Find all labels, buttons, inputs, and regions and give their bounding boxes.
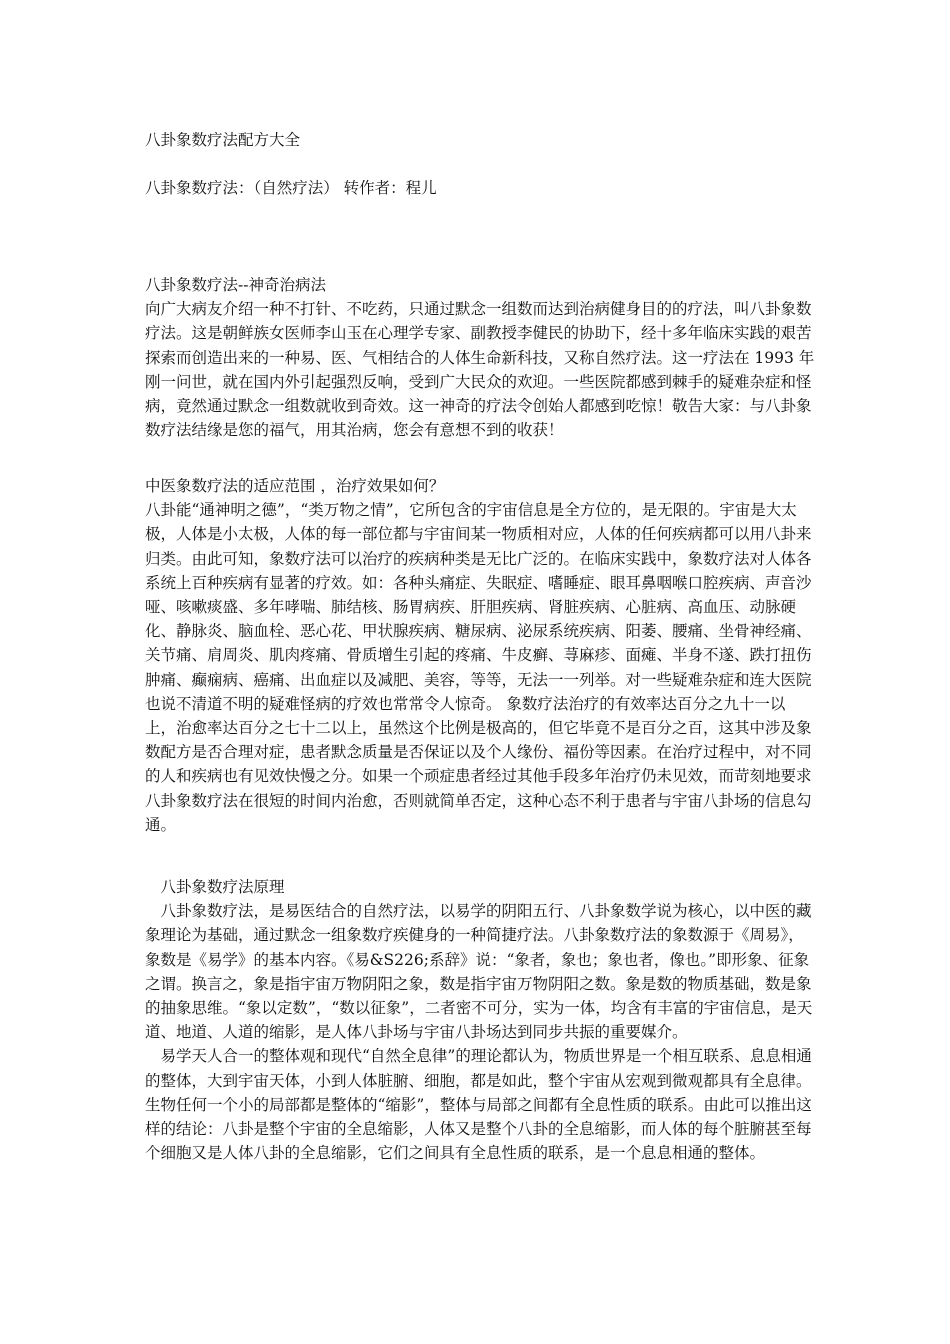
section-principle-paragraph: 易学天人合一的整体观和现代“自然全息律”的理论都认为，物质世界是一个相互联系、息息相通的整体，大到宇宙天体，小到人体脏腑、细胞，都是如此，整个宇宙从宏观到微观都具有全息律。生物任何一个小的局部都是整体的“缩影”，整体与局部之间都有全息性质的联系。由此可以推出这样的结论：八卦是整个宇宙的全息缩影，人体又是整个八卦的全息缩影，而人体的每个脏腑甚至每个细胞又是人体八卦的全息缩影，它们之间具有全息性质的联系，是一个息息相通的整体。	[145, 1047, 812, 1163]
section-indications-heading: 中医象数疗法的适应范围 ，治疗效果如何？	[145, 477, 445, 495]
section-intro	[145, 273, 815, 442]
section-intro-body: 向广大病友介绍一种不打针、不吃药，只通过默念一组数而达到治病健身目的的疗法，叫八卦象数疗法。这是朝鲜族女医师李山玉在心理学专家、副教授李健民的协助下，经十多年临床实践的艰苦探索而创造出来的一种易、医、气相结合的人体生命新科技，又称自然疗法。这一疗法在 1993 年刚一问世，就在国内外引起强烈反响，受到广大民众的欢迎。一些医院都感到棘手的疑难杂症和怪病，竟然通过默念一组数就收到奇效。这一神奇的疗法令创始人都感到吃惊！敬告大家：与八卦象数疗法结缘是您的福气，用其治病，您会有意想不到的收获！	[145, 300, 815, 440]
section-principle-heading: 八卦象数疗法原理	[160, 878, 285, 896]
document-subtitle: 八卦象数疗法：（自然疗法） 转作者：程儿	[145, 179, 437, 197]
section-indications-body: 八卦能“通神明之德”，“类万物之情”，它所包含的宇宙信息是全方位的，是无限的。宇宙是大太极，人体是小太极，人体的每一部位都与宇宙间某一物质相对应，人体的任何疾病都可以用八卦来归类。由此可知，象数疗法可以治疗的疾病种类是无比广泛的。在临床实践中，象数疗法对人体各系统上百种疾病有显著的疗效。如：各种头痛症、失眠症、嗜睡症、眼耳鼻咽喉口腔疾病、声音沙哑、咳嗽痰盛、多年哮喘、肺结核、肠胃病疾、肝胆疾病、肾脏疾病、心脏病、高血压、动脉硬化、静脉炎、脑血栓、恶心花、甲状腺疾病、糖尿病、泌尿系统疾病、阳萎、腰痛、坐骨神经痛、关节痛、肩周炎、肌肉疼痛、骨质增生引起的疼痛、牛皮癣、荨麻疹、面瘫、半身不遂、跌打扭伤肿痛、癫痫病、癌痛、出血症以及减肥、美容，等等，无法一一列举。对一些疑难杂症和连大医院也说不清道不明的疑难怪病的疗效也常常令人惊奇。 象数疗法治疗的有效率达百分之九十一以上，治愈率达百分之七十二以上，虽然这个比例是极高的，但它毕竟不是百分之百，这其中涉及象数配方是否合理对症，患者默念质量是否保证以及个人缘份、福份等因素。在治疗过程中，对不同的人和疾病也有见效快慢之分。如果一个顽症患者经过其他手段多年治疗仍未见效，而苛刻地要求八卦象数疗法在很短的时间内治愈，否则就简单否定，这种心态不利于患者与宇宙八卦场的信息勾通。	[145, 501, 812, 834]
section-intro-heading: 八卦象数疗法--神奇治病法	[145, 276, 326, 294]
document-title: 八卦象数疗法配方大全	[145, 131, 301, 149]
section-principle-paragraph: 八卦象数疗法，是易医结合的自然疗法，以易学的阴阳五行、八卦象数学说为核心，以中医的藏象理论为基础，通过默念一组象数疗疾健身的一种简捷疗法。八卦象数疗法的象数源于《周易》，象数是《易学》的基本内容。《易&S226;系辞》说：“象者，象也；象也者，像也。”即形象、征象之谓。换言之，象是指宇宙万物阴阳之象，数是指宇宙万物阴阳之数。象是数的物质基础，数是象的抽象思维。“象以定数”，“数以征象”，二者密不可分，实为一体，均含有丰富的宇宙信息，是天道、地道、人道的缩影，是人体八卦场与宇宙八卦场达到同步共振的重要媒介。	[145, 902, 813, 1042]
section-principle	[145, 875, 815, 1165]
section-indications	[145, 474, 815, 837]
